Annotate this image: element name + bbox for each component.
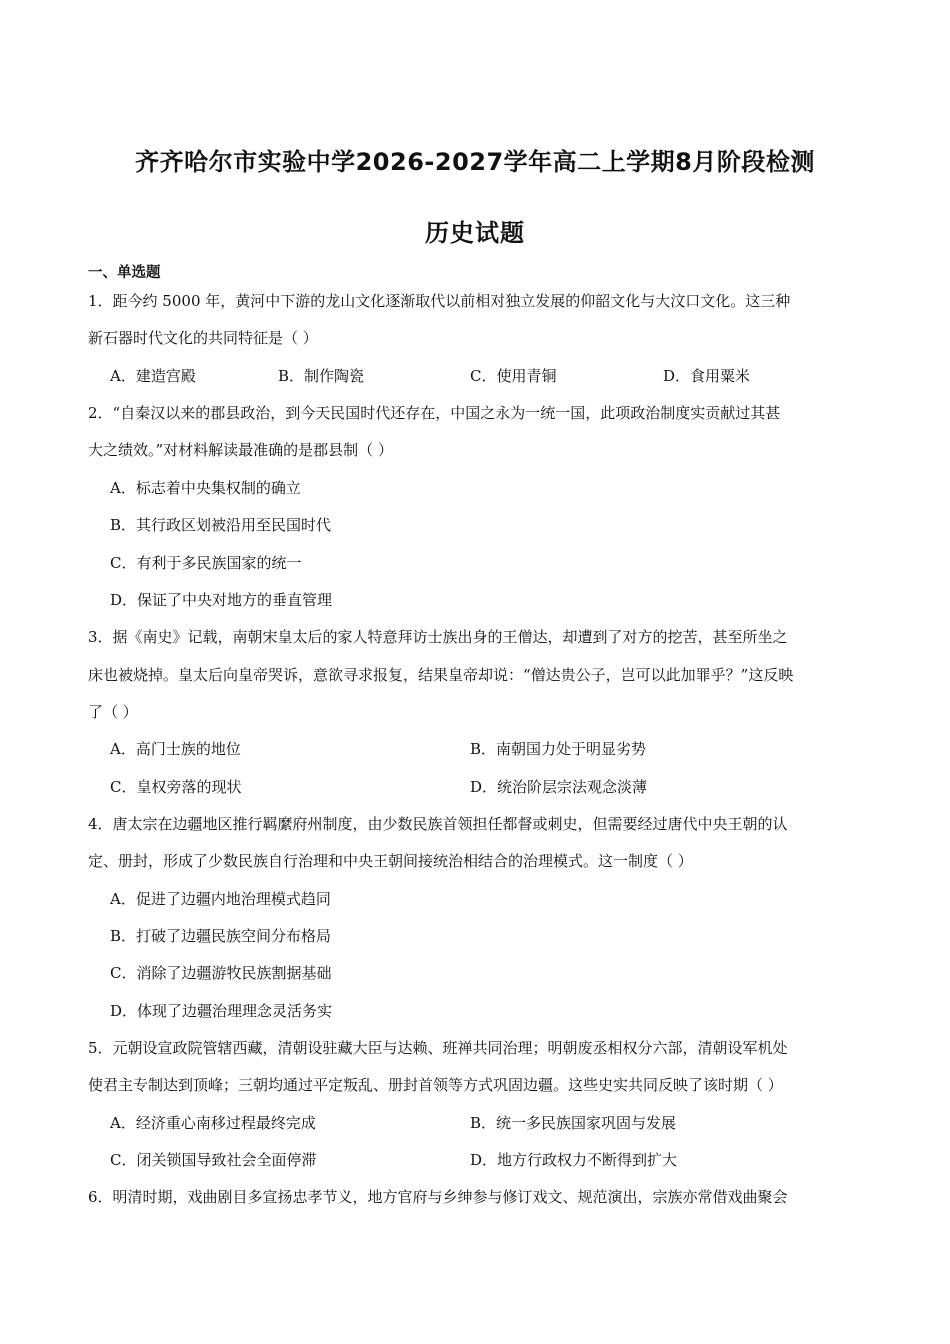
question-2-option-a: A．标志着中央集权制的确立 bbox=[110, 479, 301, 497]
question-4-option-d: D．体现了边疆治理理念灵活务实 bbox=[110, 1002, 333, 1020]
question-4-line-2: 定、册封，形成了少数民族自行治理和中央王朝间接统治相结合的治理模式。这一制度（ ） bbox=[88, 852, 693, 870]
question-2-option-b: B．其行政区划被沿用至民国时代 bbox=[110, 516, 332, 534]
question-2-line-1: 2．“自秦汉以来的郡县政治，到今天民国时代还存在，中国之永为一统一国，此项政治制度实贡献过其甚 bbox=[88, 404, 781, 422]
question-1-option-a: A．建造宫殿 bbox=[110, 367, 196, 385]
question-6-line-1: 6．明清时期，戏曲剧目多宣扬忠孝节义，地方官府与乡绅参与修订戏文、规范演出，宗族亦常借戏曲聚会 bbox=[88, 1188, 788, 1206]
question-4-line-1: 4．唐太宗在边疆地区推行羁縻府州制度，由少数民族首领担任都督或刺史，但需要经过唐代中央王朝的认 bbox=[88, 815, 788, 833]
question-1-option-c: C．使用青铜 bbox=[470, 367, 557, 385]
question-3-line-3: 了（ ） bbox=[88, 703, 138, 721]
question-2-option-d: D．保证了中央对地方的垂直管理 bbox=[110, 591, 333, 609]
page-subtitle: 历史试题 bbox=[425, 219, 525, 247]
question-1-option-d: D．食用粟米 bbox=[663, 367, 751, 385]
question-1-option-b: B．制作陶瓷 bbox=[278, 367, 365, 385]
question-3-option-a: A．高门士族的地位 bbox=[110, 740, 241, 758]
question-5-option-c: C．闭关锁国导致社会全面停滞 bbox=[110, 1151, 317, 1169]
question-4-option-c: C．消除了边疆游牧民族割据基础 bbox=[110, 964, 332, 982]
page-title: 齐齐哈尔市实验中学2026-2027学年高二上学期8月阶段检测 bbox=[135, 148, 815, 176]
question-5-option-d: D．地方行政权力不断得到扩大 bbox=[470, 1151, 678, 1169]
section-heading: 一、单选题 bbox=[88, 265, 161, 281]
question-3-option-d: D．统治阶层宗法观念淡薄 bbox=[470, 778, 648, 796]
question-5-option-a: A．经济重心南移过程最终完成 bbox=[110, 1114, 316, 1132]
question-1-line-1: 1．距今约 5000 年，黄河中下游的龙山文化逐渐取代以前相对独立发展的仰韶文化与大汶口文化。这三种 bbox=[88, 292, 791, 310]
question-3-option-c: C．皇权旁落的现状 bbox=[110, 778, 242, 796]
question-1-line-2: 新石器时代文化的共同特征是（ ） bbox=[88, 329, 318, 347]
question-4-option-a: A．促进了边疆内地治理模式趋同 bbox=[110, 890, 331, 908]
question-5-line-1: 5．元朝设宣政院管辖西藏，清朝设驻藏大臣与达赖、班禅共同治理；明朝废丞相权分六部，清朝设军机处 bbox=[88, 1039, 788, 1057]
question-3-option-b: B．南朝国力处于明显劣势 bbox=[470, 740, 647, 758]
question-3-line-1: 3．据《南史》记载，南朝宋皇太后的家人特意拜访士族出身的王僧达，却遭到了对方的挖苦，甚至所坐之 bbox=[88, 628, 788, 646]
question-2-line-2: 大之绩效。”对材料解读最准确的是郡县制（ ） bbox=[88, 441, 393, 459]
question-5-line-2: 使君主专制达到顶峰；三朝均通过平定叛乱、册封首领等方式巩固边疆。这些史实共同反映了该时期（ ） bbox=[88, 1076, 783, 1094]
question-2-option-c: C．有利于多民族国家的统一 bbox=[110, 554, 302, 572]
question-4-option-b: B．打破了边疆民族空间分布格局 bbox=[110, 927, 332, 945]
question-5-option-b: B．统一多民族国家巩固与发展 bbox=[470, 1114, 677, 1132]
question-3-line-2: 床也被烧掉。皇太后向皇帝哭诉，意欲寻求报复，结果皇帝却说：“僧达贵公子，岂可以此加罪乎？”这反映 bbox=[88, 666, 794, 684]
